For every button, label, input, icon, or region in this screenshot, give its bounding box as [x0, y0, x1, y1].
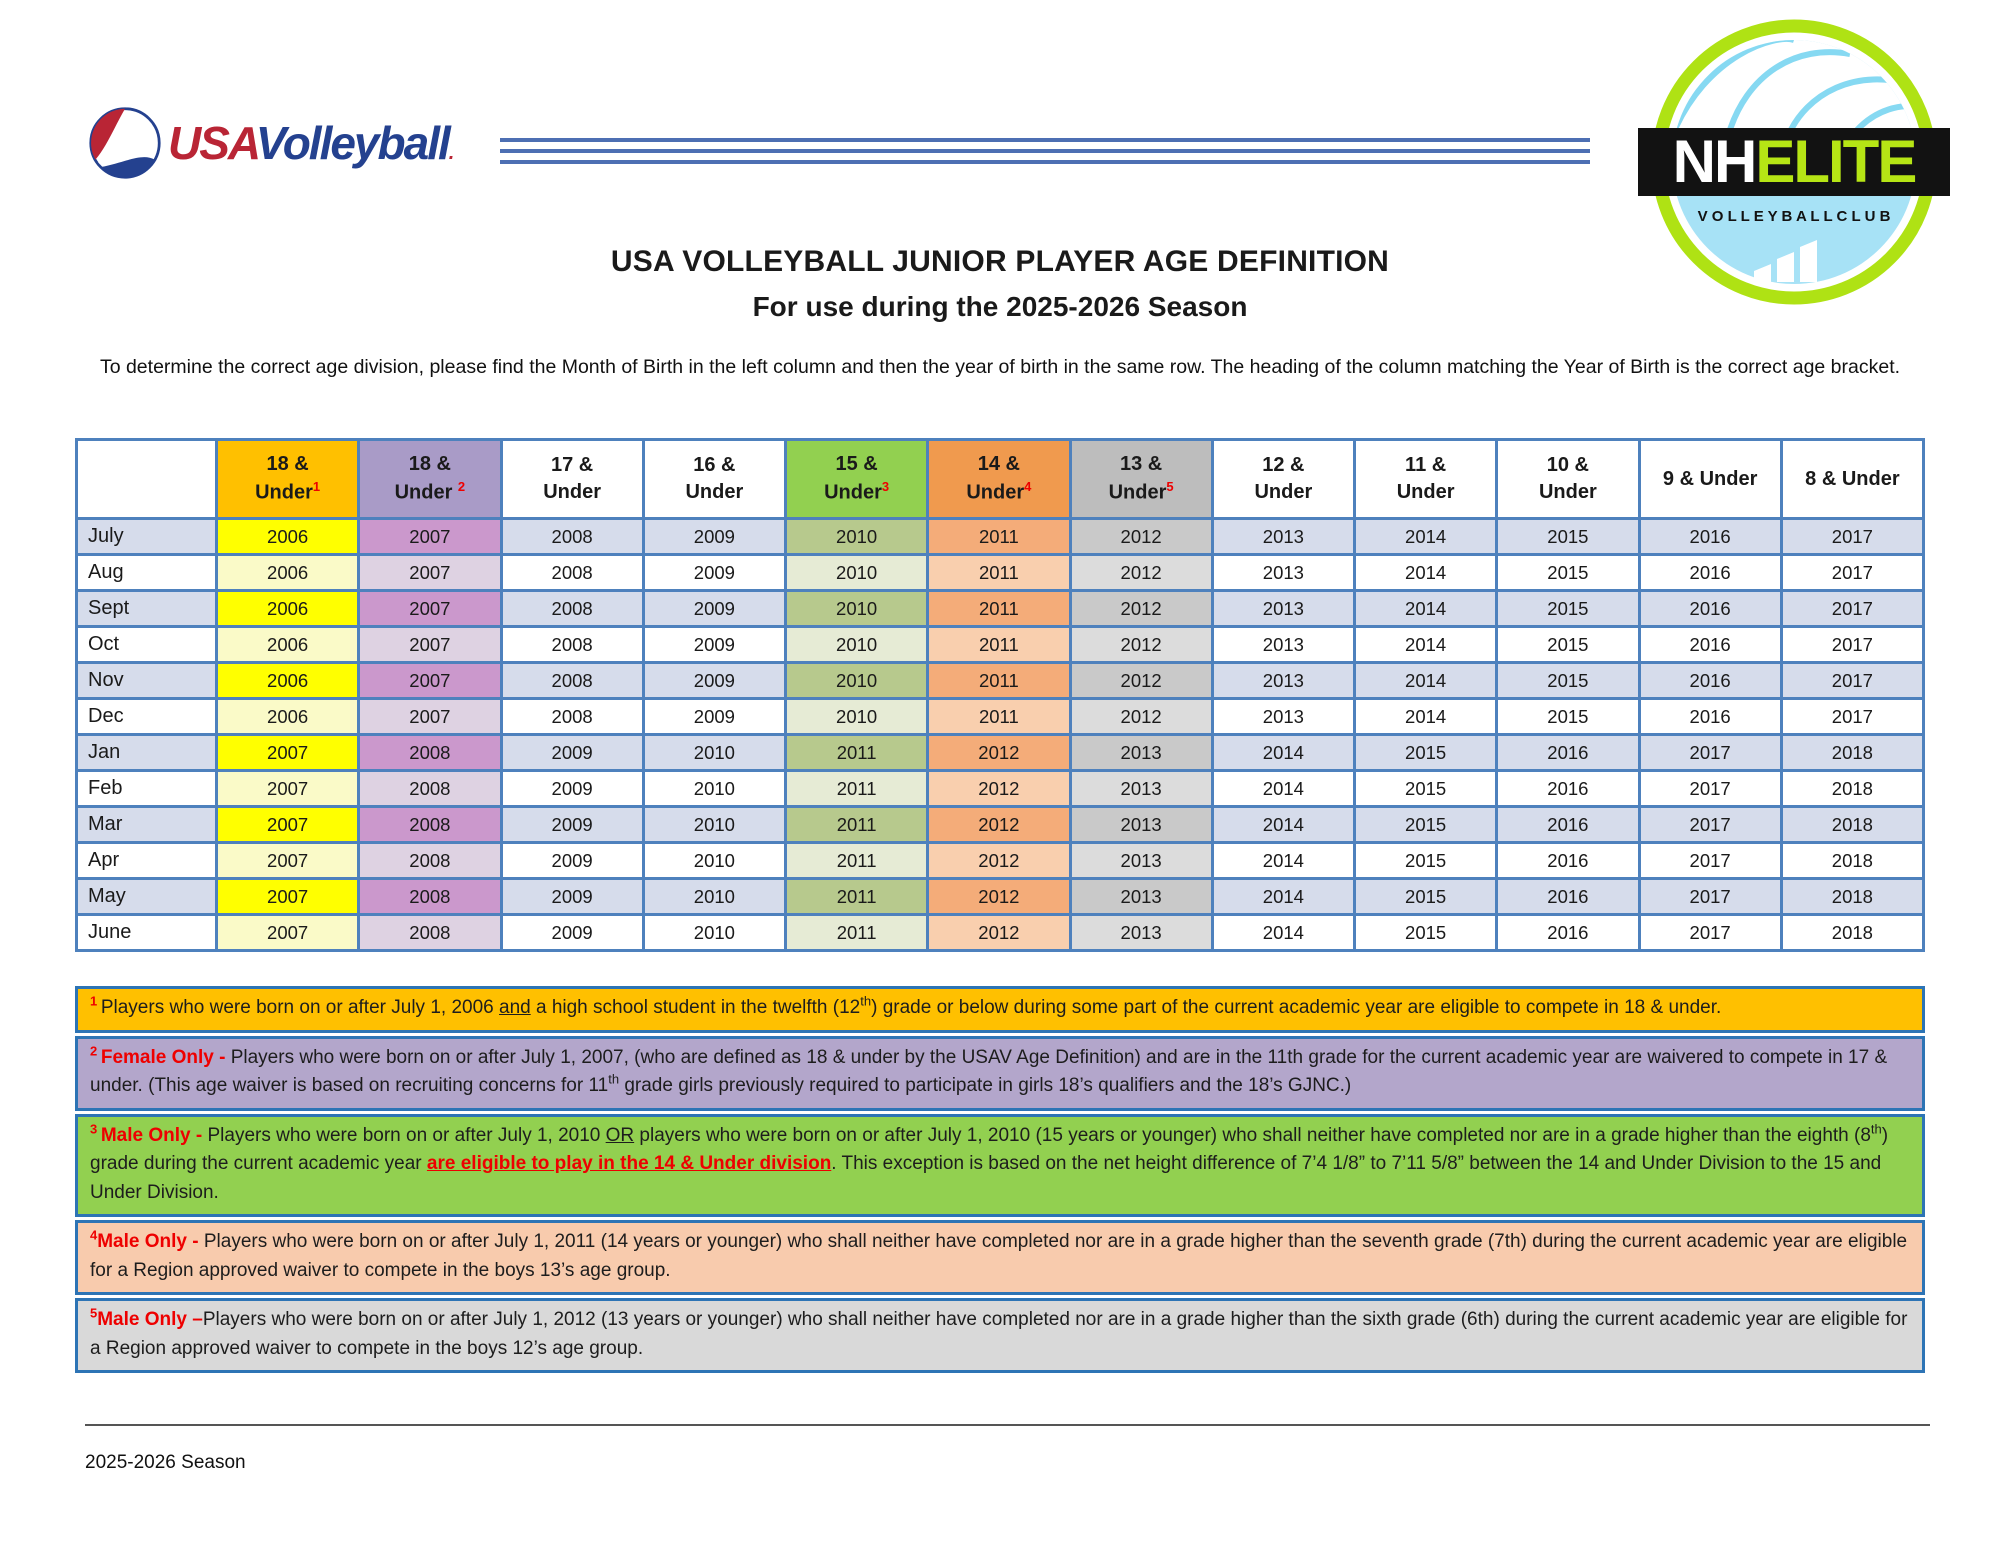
year-cell: 2009	[501, 843, 643, 879]
page-subtitle: For use during the 2025-2026 Season	[752, 291, 1248, 322]
year-cell: 2007	[359, 591, 501, 627]
nh-logo-elite: ELITE	[1755, 128, 1916, 195]
year-cell: 2013	[1070, 807, 1212, 843]
year-cell: 2017	[1639, 843, 1781, 879]
year-cell: 2008	[359, 915, 501, 951]
month-cell: July	[77, 519, 217, 555]
footnote-text-segment: Players who were born on or after July 1, 2012 (13 years or younger) who shall neither have completed nor are in a grade higher than the sixth grade (6th) during the current academic year are eligible for a Region approved waiver to compete in the boys 12’s age group.	[90, 1309, 1908, 1359]
footer-season-label: 2025-2026 Season	[85, 1452, 246, 1473]
year-cell: 2014	[1355, 627, 1497, 663]
column-header-u16: 16 & Under	[643, 440, 785, 519]
footer-divider	[85, 1424, 1930, 1426]
usav-wordmark-volleyball: Volleyball	[255, 117, 449, 169]
year-cell: 2012	[1070, 519, 1212, 555]
year-cell: 2011	[928, 519, 1070, 555]
year-cell: 2010	[643, 735, 785, 771]
year-cell: 2014	[1212, 843, 1354, 879]
year-cell: 2017	[1639, 735, 1781, 771]
year-cell: 2015	[1355, 915, 1497, 951]
year-cell: 2013	[1070, 735, 1212, 771]
footnote-text-segment: ) grade or below during some part of the current academic year are eligible to compete in 18 & under.	[871, 997, 1722, 1018]
year-cell: 2008	[501, 663, 643, 699]
column-header-u18-1: 18 & Under$^1$	[217, 440, 359, 519]
year-cell: 2016	[1639, 627, 1781, 663]
year-cell: 2011	[786, 915, 928, 951]
month-cell: Apr	[77, 843, 217, 879]
table-row-dec	[77, 699, 1924, 735]
month-cell: Oct	[77, 627, 217, 663]
year-cell: 2012	[928, 879, 1070, 915]
footnote-text-segment: 2	[90, 1043, 101, 1059]
year-cell: 2013	[1070, 879, 1212, 915]
year-cell: 2011	[786, 735, 928, 771]
year-cell: 2012	[928, 735, 1070, 771]
year-cell: 2008	[501, 699, 643, 735]
year-cell: 2016	[1497, 807, 1639, 843]
year-cell: 2018	[1781, 735, 1923, 771]
year-cell: 2011	[786, 843, 928, 879]
footnote-text-segment: Players who were born on or after July 1, 2007, (who are defined as 18 & under by the USAV Age Definition) and are in the 11th grade for the current academic year are waivered to compete in 17 & under. (This age waiver is based on recruiting concerns for 11	[90, 1046, 1888, 1096]
year-cell: 2009	[643, 519, 785, 555]
year-cell: 2017	[1781, 699, 1923, 735]
year-cell: 2016	[1497, 771, 1639, 807]
year-cell: 2009	[643, 555, 785, 591]
footnote-text-segment: th	[608, 1071, 620, 1087]
month-cell: Dec	[77, 699, 217, 735]
rule-line	[500, 138, 1590, 142]
footnote-text-segment: ) grade during the current academic year	[90, 1124, 1889, 1174]
rule-line	[500, 149, 1590, 153]
table-row-mar	[77, 807, 1924, 843]
footnote-2	[75, 1036, 1925, 1111]
year-cell: 2008	[501, 627, 643, 663]
month-cell: Feb	[77, 771, 217, 807]
year-cell: 2012	[1070, 663, 1212, 699]
nh-logo-subtitle: V O L L E Y B A L L C L U B	[1697, 208, 1891, 225]
year-cell: 2009	[501, 807, 643, 843]
year-cell: 2013	[1212, 663, 1354, 699]
year-cell: 2014	[1212, 915, 1354, 951]
table-row-oct	[77, 627, 1924, 663]
footnote-text-segment: 4	[90, 1227, 98, 1243]
year-cell: 2018	[1781, 915, 1923, 951]
footnote-text-segment: and	[499, 997, 531, 1018]
year-cell: 2006	[217, 591, 359, 627]
column-header-u15: 15 & Under$^3$	[786, 440, 928, 519]
year-cell: 2013	[1070, 843, 1212, 879]
footnote-text-segment: Players who were born on or after July 1, 2006	[100, 997, 499, 1018]
table-header-row	[77, 440, 1924, 519]
year-cell: 2015	[1497, 699, 1639, 735]
year-cell: 2010	[643, 807, 785, 843]
table-row-jan	[77, 735, 1924, 771]
year-cell: 2016	[1639, 555, 1781, 591]
year-cell: 2015	[1497, 555, 1639, 591]
year-cell: 2010	[643, 915, 785, 951]
year-cell: 2015	[1355, 843, 1497, 879]
month-cell: Jan	[77, 735, 217, 771]
year-cell: 2016	[1639, 591, 1781, 627]
year-cell: 2015	[1497, 627, 1639, 663]
year-cell: 2011	[786, 771, 928, 807]
year-cell: 2007	[359, 663, 501, 699]
usa-volleyball-wordmark	[168, 116, 452, 170]
year-cell: 2014	[1355, 591, 1497, 627]
column-header-u17: 17 & Under	[501, 440, 643, 519]
year-cell: 2014	[1355, 555, 1497, 591]
footnote-text-segment: 1	[90, 993, 101, 1009]
year-cell: 2010	[786, 663, 928, 699]
footnote-text-segment: Male Only -	[100, 1124, 208, 1146]
year-cell: 2013	[1212, 519, 1354, 555]
footnote-text-segment: Male Only -	[97, 1231, 204, 1252]
year-cell: 2015	[1355, 879, 1497, 915]
footnote-text-segment: Male Only –	[97, 1309, 203, 1330]
year-cell: 2011	[928, 627, 1070, 663]
footnote-text-segment: th	[1870, 1121, 1882, 1137]
column-header-u14: 14 & Under$^4$	[928, 440, 1070, 519]
year-cell: 2013	[1212, 627, 1354, 663]
nh-logo-nh: NH	[1672, 128, 1756, 195]
column-header-u11: 11 & Under	[1355, 440, 1497, 519]
year-cell: 2007	[359, 699, 501, 735]
month-cell: Nov	[77, 663, 217, 699]
table-row-june	[77, 915, 1924, 951]
year-cell: 2013	[1070, 771, 1212, 807]
table-row-sept	[77, 591, 1924, 627]
year-cell: 2011	[928, 663, 1070, 699]
year-cell: 2010	[786, 519, 928, 555]
column-header-u10: 10 & Under	[1497, 440, 1639, 519]
year-cell: 2010	[643, 879, 785, 915]
usav-wordmark-dot: .	[448, 142, 453, 164]
month-cell: May	[77, 879, 217, 915]
table-row-nov	[77, 663, 1924, 699]
year-cell: 2011	[786, 807, 928, 843]
footnote-text-segment: OR	[605, 1124, 635, 1146]
year-cell: 2007	[217, 771, 359, 807]
year-cell: 2015	[1355, 735, 1497, 771]
footnote-text-segment: 5	[90, 1305, 98, 1321]
year-cell: 2006	[217, 555, 359, 591]
year-cell: 2015	[1355, 771, 1497, 807]
year-cell: 2014	[1212, 735, 1354, 771]
year-cell: 2017	[1639, 771, 1781, 807]
year-cell: 2008	[501, 591, 643, 627]
year-cell: 2016	[1639, 699, 1781, 735]
year-cell: 2006	[217, 699, 359, 735]
year-cell: 2017	[1781, 555, 1923, 591]
year-cell: 2007	[359, 519, 501, 555]
year-cell: 2014	[1212, 879, 1354, 915]
year-cell: 2009	[643, 627, 785, 663]
column-header-u9: 9 & Under	[1639, 440, 1781, 519]
footnote-text-segment: Female Only -	[100, 1046, 231, 1068]
footnote-3	[75, 1114, 1925, 1218]
table-row-apr	[77, 843, 1924, 879]
header-rule-lines	[500, 138, 1590, 171]
year-cell: 2006	[217, 663, 359, 699]
year-cell: 2015	[1497, 663, 1639, 699]
year-cell: 2008	[359, 735, 501, 771]
year-cell: 2007	[359, 555, 501, 591]
year-cell: 2012	[928, 915, 1070, 951]
year-cell: 2017	[1781, 627, 1923, 663]
age-definition-table	[75, 438, 1925, 952]
year-cell: 2009	[501, 879, 643, 915]
footnote-text-segment: . This exception is based on the net height difference of 7’4 1/8” to 7’11 5/8” between the 14 and Under Division to the 15 and Under Division.	[90, 1153, 1882, 1203]
year-cell: 2008	[359, 771, 501, 807]
footnote-text-segment: Players who were born on or after July 1, 2010	[207, 1124, 606, 1146]
year-cell: 2009	[501, 735, 643, 771]
footnote-text-segment: 3	[90, 1121, 101, 1137]
year-cell: 2009	[501, 771, 643, 807]
year-cell: 2014	[1355, 519, 1497, 555]
year-cell: 2012	[928, 771, 1070, 807]
year-cell: 2008	[359, 807, 501, 843]
year-cell: 2015	[1355, 807, 1497, 843]
year-cell: 2010	[643, 771, 785, 807]
year-cell: 2017	[1639, 879, 1781, 915]
year-cell: 2012	[1070, 591, 1212, 627]
rule-line	[500, 160, 1590, 164]
year-cell: 2012	[1070, 555, 1212, 591]
year-cell: 2009	[501, 915, 643, 951]
footnote-text-segment: a high school student in the twelfth (12	[530, 997, 861, 1018]
year-cell: 2007	[217, 915, 359, 951]
column-header-u8: 8 & Under	[1781, 440, 1923, 519]
month-cell: Sept	[77, 591, 217, 627]
column-header-u13: 13 & Under$^5$	[1070, 440, 1212, 519]
instructions-text: To determine the correct age division, please find the Month of Birth in the left column and then the year of birth in the same row. The heading of the column matching the Year of Birth is the correct age bracket.	[99, 356, 1901, 378]
table-row-july	[77, 519, 1924, 555]
footnote-text-segment: grade girls previously required to participate in girls 18’s qualifiers and the 18’s GJNC.)	[619, 1075, 1352, 1096]
year-cell: 2009	[643, 591, 785, 627]
year-cell: 2008	[359, 843, 501, 879]
year-cell: 2010	[786, 699, 928, 735]
year-cell: 2018	[1781, 807, 1923, 843]
footnote-4	[75, 1220, 1925, 1295]
year-cell: 2011	[786, 879, 928, 915]
usa-volleyball-ball-icon	[88, 106, 162, 180]
page-title: USA VOLLEYBALL JUNIOR PLAYER AGE DEFINITION	[610, 245, 1390, 278]
year-cell: 2010	[643, 843, 785, 879]
year-cell: 2008	[359, 879, 501, 915]
month-cell: Mar	[77, 807, 217, 843]
table-row-feb	[77, 771, 1924, 807]
year-cell: 2013	[1070, 915, 1212, 951]
year-cell: 2007	[217, 807, 359, 843]
year-cell: 2016	[1639, 663, 1781, 699]
year-cell: 2007	[217, 843, 359, 879]
footnote-text-segment: th	[860, 993, 872, 1009]
footnote-text-segment: players who were born on or after July 1, 2010 (15 years or younger) who shall neither have completed nor are in a grade higher than the eighth (8	[634, 1124, 1871, 1146]
year-cell: 2016	[1497, 915, 1639, 951]
column-header-month	[77, 440, 217, 519]
footnote-5	[75, 1298, 1925, 1373]
year-cell: 2018	[1781, 879, 1923, 915]
table-row-may	[77, 879, 1924, 915]
year-cell: 2008	[501, 555, 643, 591]
year-cell: 2010	[786, 591, 928, 627]
year-cell: 2009	[643, 699, 785, 735]
year-cell: 2017	[1781, 663, 1923, 699]
year-cell: 2017	[1639, 915, 1781, 951]
year-cell: 2012	[1070, 627, 1212, 663]
year-cell: 2010	[786, 627, 928, 663]
usa-volleyball-logo	[88, 106, 452, 180]
nh-logo-name	[1673, 128, 1916, 195]
footnotes-section	[75, 986, 1925, 1376]
year-cell: 2012	[928, 807, 1070, 843]
year-cell: 2007	[217, 879, 359, 915]
year-cell: 2006	[217, 627, 359, 663]
year-cell: 2010	[786, 555, 928, 591]
footnote-text-segment: are eligible to play in the 14 & Under division	[426, 1153, 832, 1174]
year-cell: 2013	[1212, 555, 1354, 591]
year-cell: 2015	[1497, 591, 1639, 627]
year-cell: 2017	[1781, 519, 1923, 555]
year-cell: 2016	[1639, 519, 1781, 555]
year-cell: 2014	[1355, 699, 1497, 735]
year-cell: 2014	[1212, 771, 1354, 807]
year-cell: 2014	[1212, 807, 1354, 843]
year-cell: 2011	[928, 555, 1070, 591]
year-cell: 2006	[217, 519, 359, 555]
year-cell: 2013	[1212, 591, 1354, 627]
table-row-aug	[77, 555, 1924, 591]
year-cell: 2017	[1781, 591, 1923, 627]
month-cell: June	[77, 915, 217, 951]
year-cell: 2017	[1639, 807, 1781, 843]
year-cell: 2013	[1212, 699, 1354, 735]
year-cell: 2008	[501, 519, 643, 555]
year-cell: 2016	[1497, 879, 1639, 915]
year-cell: 2016	[1497, 843, 1639, 879]
year-cell: 2012	[1070, 699, 1212, 735]
year-cell: 2018	[1781, 771, 1923, 807]
year-cell: 2016	[1497, 735, 1639, 771]
year-cell: 2009	[643, 663, 785, 699]
year-cell: 2007	[217, 735, 359, 771]
month-cell: Aug	[77, 555, 217, 591]
year-cell: 2012	[928, 843, 1070, 879]
year-cell: 2014	[1355, 663, 1497, 699]
year-cell: 2011	[928, 699, 1070, 735]
usav-wordmark-usa: USA	[168, 117, 256, 169]
footnote-1	[75, 986, 1925, 1033]
column-header-u12: 12 & Under	[1212, 440, 1354, 519]
footnote-text-segment: Players who were born on or after July 1, 2011 (14 years or younger) who shall neither have completed nor are in a grade higher than the seventh grade (7th) during the current academic year are eligible for a Region approved waiver to compete in the boys 13’s age group.	[90, 1231, 1908, 1281]
year-cell: 2015	[1497, 519, 1639, 555]
year-cell: 2007	[359, 627, 501, 663]
column-header-u18-2: 18 & Under $^2$	[359, 440, 501, 519]
age-definition-table-wrap	[75, 438, 1925, 952]
year-cell: 2018	[1781, 843, 1923, 879]
year-cell: 2011	[928, 591, 1070, 627]
